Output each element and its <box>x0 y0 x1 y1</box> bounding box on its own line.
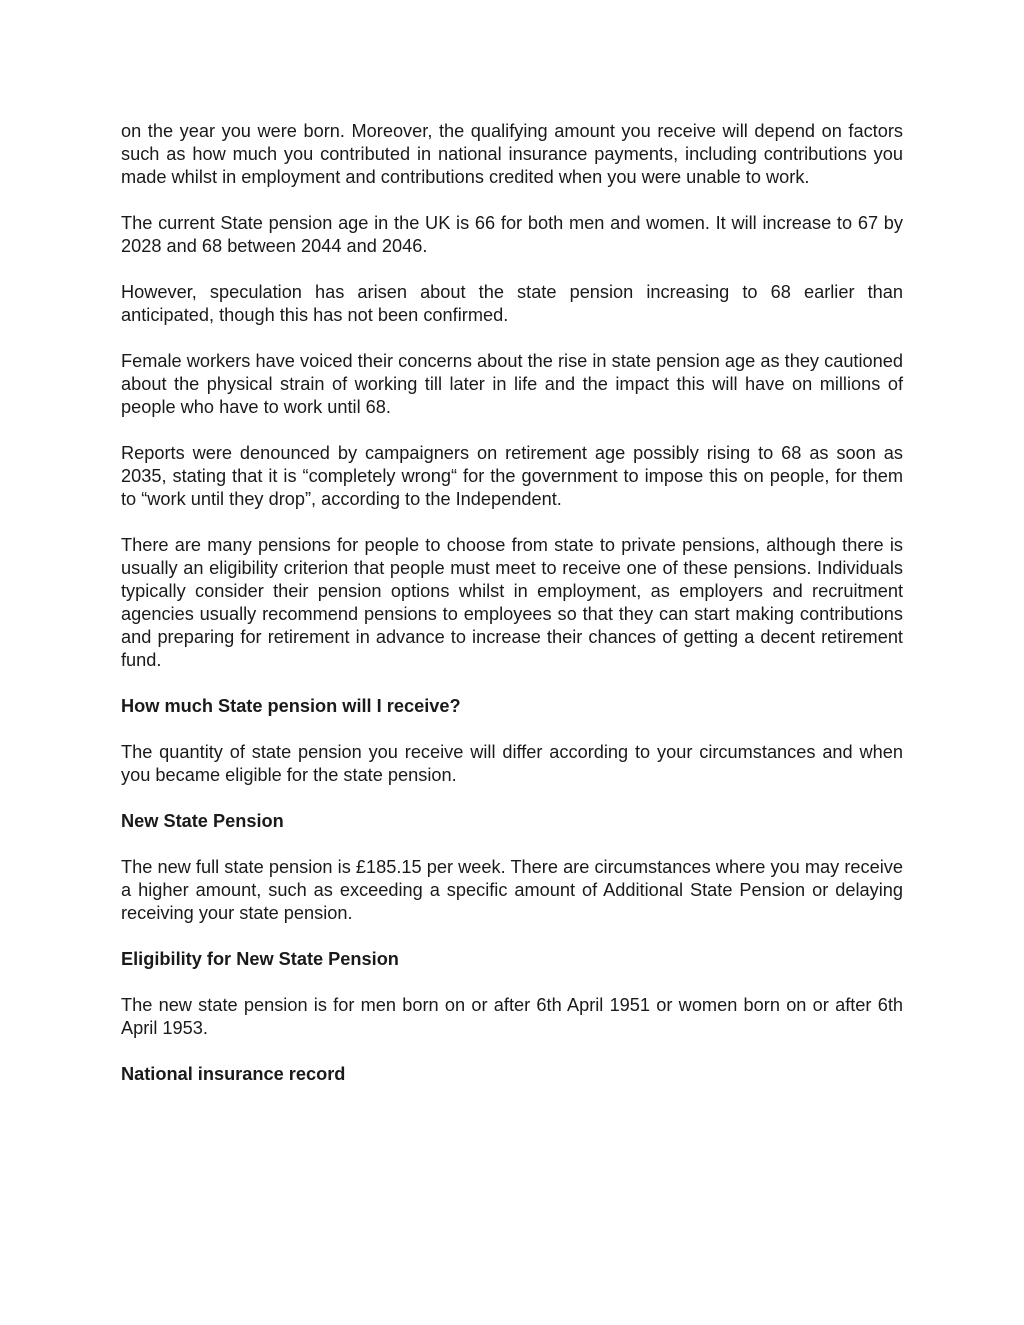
heading-eligibility: Eligibility for New State Pension <box>121 949 399 969</box>
paragraph-current-pension-age: The current State pension age in the UK is 66 for both men and women. It will increase to 67 by 2028 and 68 between 2044 and 2046. <box>121 213 903 256</box>
paragraph-full-state-pension: The new full state pension is £185.15 per week. There are circumstances where you may receive a higher amount, such as exceeding a specific amount of Additional State Pension or delaying receiving your state pension. <box>121 857 903 923</box>
paragraph-campaigners: Reports were denounced by campaigners on retirement age possibly rising to 68 as soon as 2035, stating that it is “completely wrong“ for the government to impose this on people, for them to “work until they drop”, according to the Independent. <box>121 443 903 509</box>
paragraph-female-workers: Female workers have voiced their concerns about the rise in state pension age as they cautioned about the physical strain of working till later in life and the impact this will have on millions of people who have to work until 68. <box>121 351 903 417</box>
heading-how-much: How much State pension will I receive? <box>121 696 461 716</box>
heading-national-insurance: National insurance record <box>121 1064 346 1084</box>
document-page <box>121 120 903 1109</box>
paragraph-quantity: The quantity of state pension you receive will differ according to your circumstances and when you became eligible for the state pension. <box>121 742 903 785</box>
paragraph-speculation: However, speculation has arisen about the state pension increasing to 68 earlier than anticipated, though this has not been confirmed. <box>121 282 903 325</box>
paragraph-pension-options: There are many pensions for people to choose from state to private pensions, although there is usually an eligibility criterion that people must meet to receive one of these pensions. Individuals typically consider their pension options whilst in employment, as employers and recruitment agencies usually recommend pensions to employees so that they can start making contributions and preparing for retirement in advance to increase their chances of getting a decent retirement fund. <box>121 535 903 670</box>
heading-new-state-pension: New State Pension <box>121 811 284 831</box>
paragraph-qualifying-amount: on the year you were born. Moreover, the qualifying amount you receive will depend on factors such as how much you contributed in national insurance payments, including contributions you made whilst in employment and contributions credited when you were unable to work. <box>121 121 903 187</box>
paragraph-eligibility: The new state pension is for men born on or after 6th April 1951 or women born on or after 6th April 1953. <box>121 995 903 1038</box>
